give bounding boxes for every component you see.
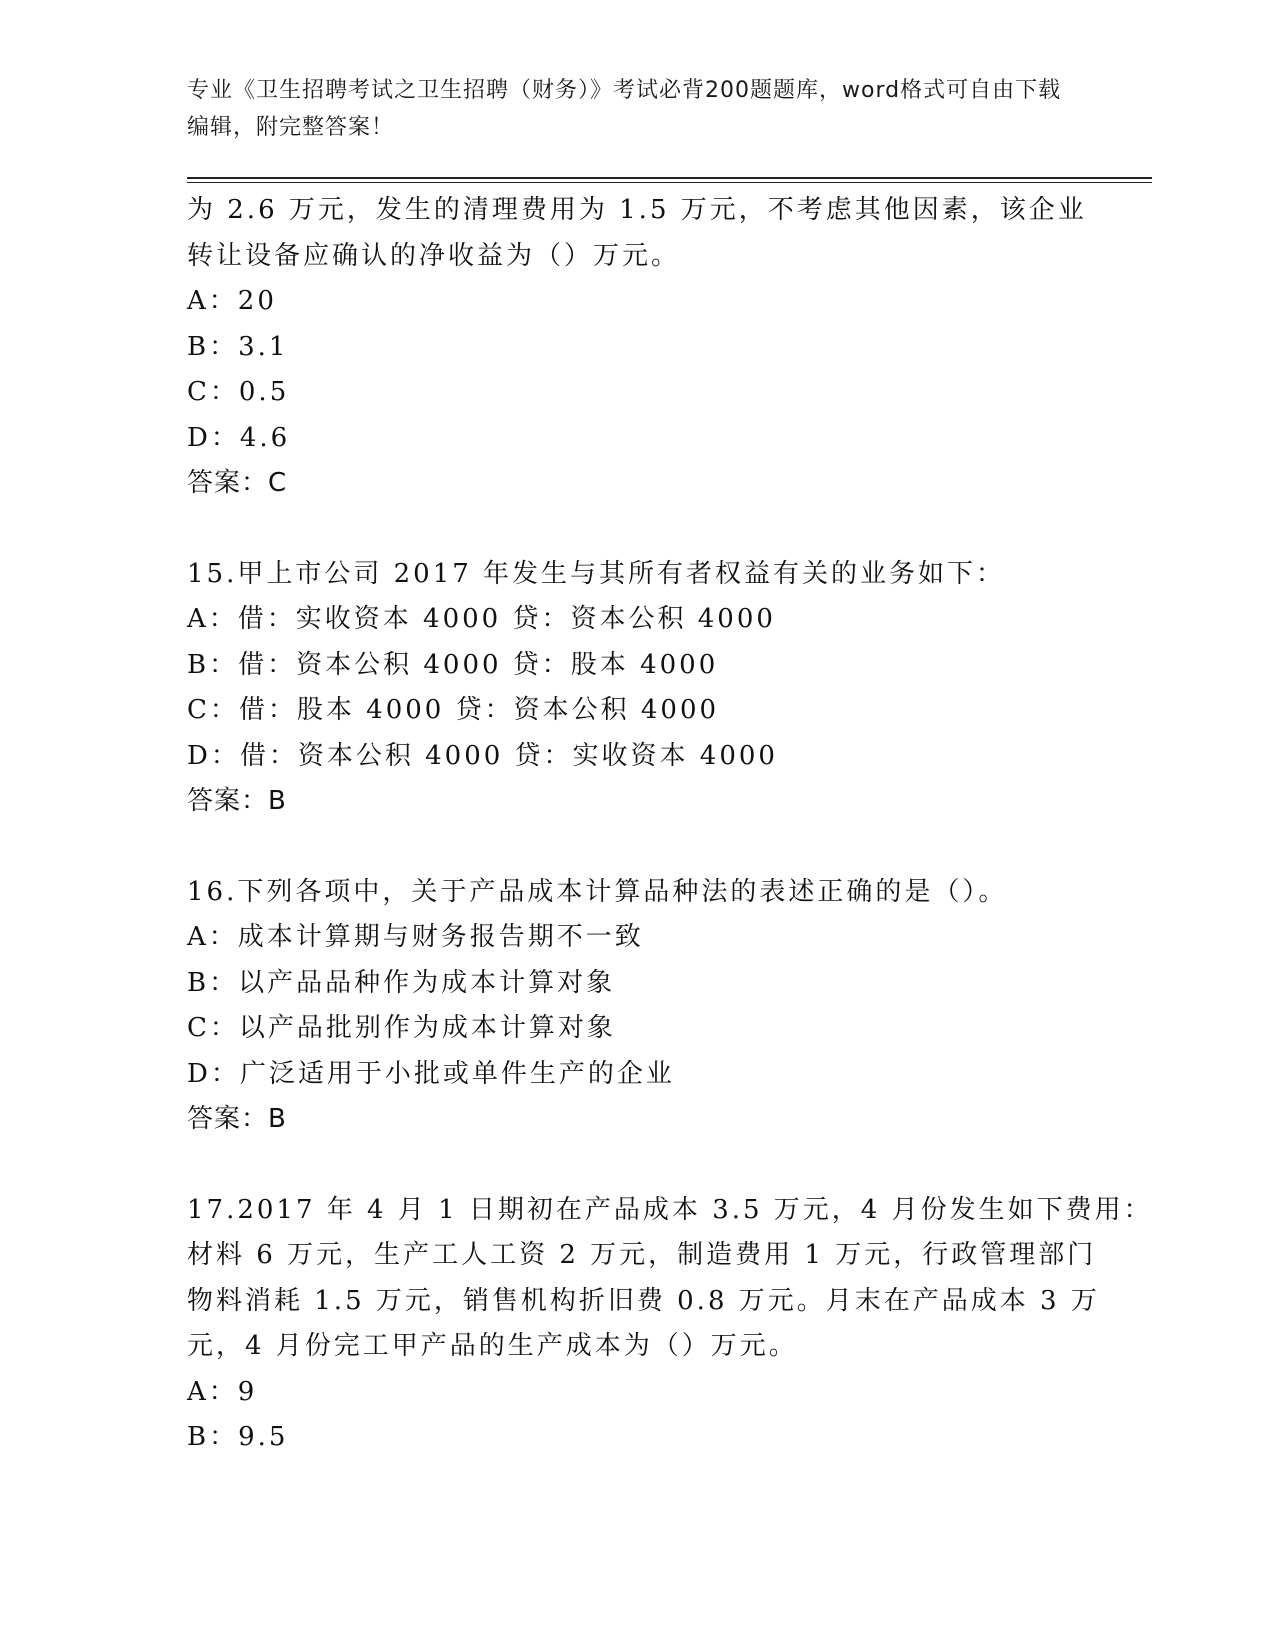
- question-17: [187, 1188, 1153, 1461]
- option-d: D：广泛适用于小批或单件生产的企业: [187, 1058, 675, 1089]
- page-header: 专业《卫生招聘考试之卫生招聘（财务）》考试必背200题题库，word格式可自由下载编辑，附完整答案！: [187, 78, 1062, 140]
- answer-line: 答案：C: [187, 468, 288, 498]
- option-b: B：以产品品种作为成本计算对象: [187, 967, 616, 998]
- question-stem-line: 17.2017 年 4 月 1 日期初在产品成本 3.5 万元，4 月份发生如下费用：: [187, 1194, 1153, 1225]
- question-stem-line: 元，4 月份完工甲产品的生产成本为（）万元。: [187, 1331, 798, 1361]
- question-list: [187, 188, 1153, 1506]
- question-stem-line: 为 2.6 万元，发生的清理费用为 1.5 万元，不考虑其他因素，该企业: [187, 195, 1087, 225]
- option-a: A：成本计算期与财务报告期不一致: [187, 922, 644, 952]
- header-rule-thin: [187, 182, 1152, 183]
- option-b: B：借：资本公积 4000 贷：股本 4000: [187, 649, 719, 680]
- question-stem-line: 材料 6 万元，生产工人工资 2 万元，制造费用 1 万元，行政管理部门: [187, 1240, 1097, 1270]
- option-d: D：4.6: [187, 422, 291, 453]
- answer-line: 答案：B: [187, 786, 287, 816]
- option-c: C：以产品批别作为成本计算对象: [187, 1013, 616, 1043]
- option-a: A：借：实收资本 4000 贷：资本公积 4000: [187, 604, 776, 634]
- option-d: D：借：资本公积 4000 贷：实收资本 4000: [187, 740, 778, 771]
- option-a: A：9: [187, 1376, 258, 1407]
- option-b: B：3.1: [187, 331, 289, 362]
- option-b: B：9.5: [187, 1422, 289, 1452]
- header-rule-thick: [187, 177, 1152, 179]
- answer-line: 答案：B: [187, 1104, 287, 1134]
- question-stem-line: 15.甲上市公司 2017 年发生与其所有者权益有关的业务如下：: [187, 558, 1006, 589]
- question-14: [187, 188, 1087, 507]
- question-stem-line: 物料消耗 1.5 万元，销售机构折旧费 0.8 万元。月末在产品成本 3 万: [187, 1285, 1100, 1316]
- question-16: [187, 870, 1087, 1143]
- question-stem-line: 转让设备应确认的净收益为（）万元。: [187, 240, 681, 271]
- option-c: C：借：股本 4000 贷：资本公积 4000: [187, 695, 720, 725]
- option-a: A：20: [187, 286, 277, 316]
- question-stem-line: 16.下列各项中，关于产品成本计算品种法的表述正确的是（）。: [187, 876, 1008, 907]
- option-c: C：0.5: [187, 377, 290, 407]
- question-15: [187, 552, 1087, 825]
